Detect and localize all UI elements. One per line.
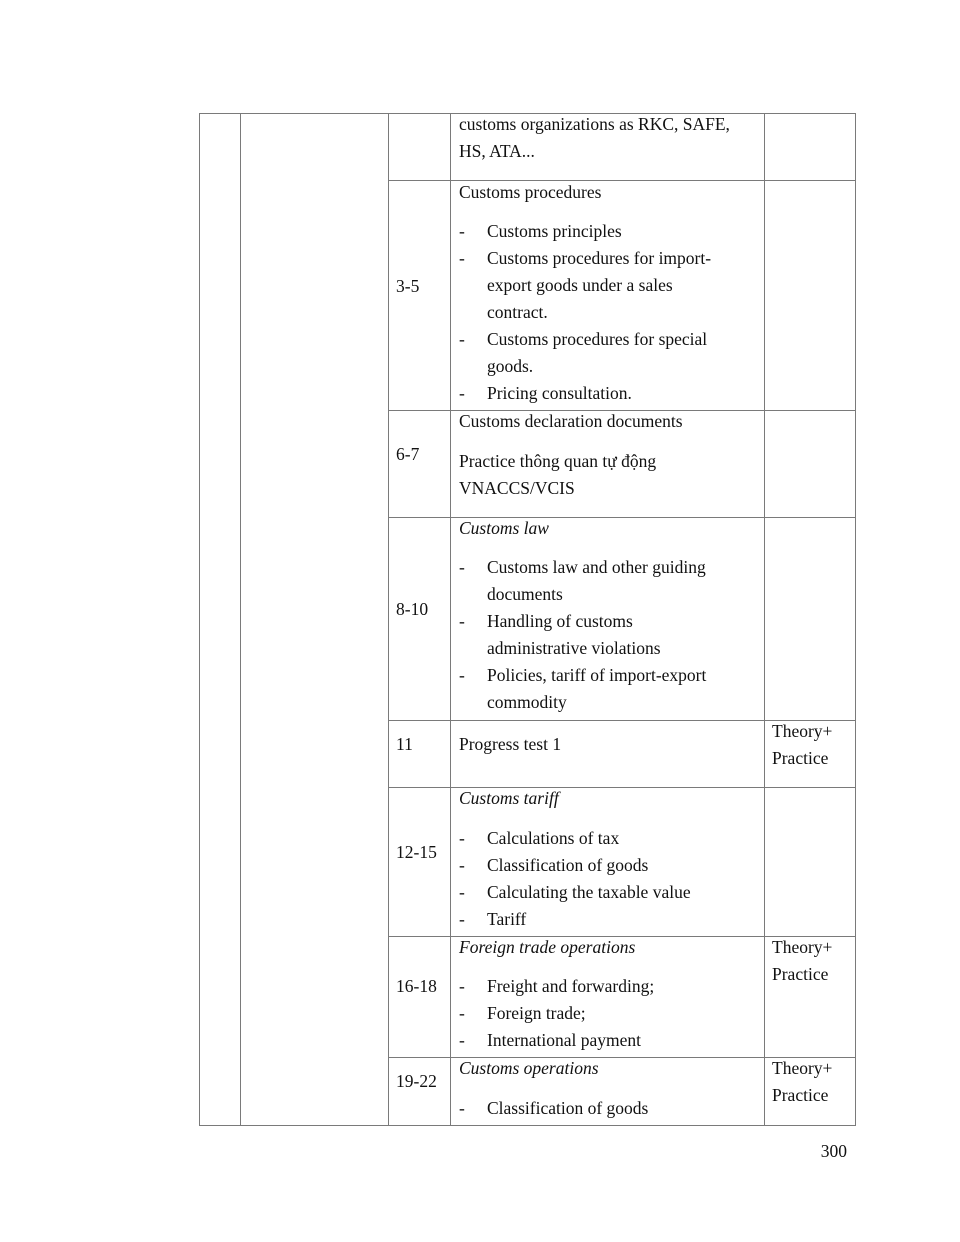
bullet-text: Classification of goods <box>487 1098 649 1118</box>
bullet-text: Tariff <box>487 909 527 929</box>
bullet-marker: - <box>459 248 465 268</box>
bullet-marker: - <box>459 828 465 848</box>
note-cell: Theory+ <box>772 1058 833 1078</box>
table-border-left <box>199 113 200 1126</box>
row-heading: Customs declaration documents <box>459 411 683 431</box>
bullet-text: commodity <box>487 692 567 712</box>
bullet-text: Policies, tariff of import-export <box>487 665 707 685</box>
bullet-text: Calculating the taxable value <box>487 882 691 902</box>
bullet-marker: - <box>459 383 465 403</box>
bullet-marker: - <box>459 665 465 685</box>
row-heading: Customs law <box>459 518 549 538</box>
page-number: 300 <box>820 1141 847 1161</box>
bullet-marker: - <box>459 1003 465 1023</box>
bullet-text: documents <box>487 584 563 604</box>
week-cell: 8-10 <box>396 599 429 619</box>
week-cell: 6-7 <box>396 444 420 464</box>
content-line: VNACCS/VCIS <box>459 478 575 498</box>
bullet-marker: - <box>459 882 465 902</box>
bullet-text: Customs procedures for special <box>487 329 708 349</box>
week-cell: 19-22 <box>396 1071 437 1091</box>
note-cell: Practice <box>772 748 829 768</box>
table-border-bottom <box>199 1125 856 1126</box>
bullet-text: goods. <box>487 356 534 376</box>
bullet-marker: - <box>459 976 465 996</box>
bullet-text: Customs principles <box>487 221 622 241</box>
content-line: customs organizations as RKC, SAFE, <box>459 114 730 134</box>
note-cell: Practice <box>772 964 829 984</box>
content-line: Practice thông quan tự động <box>459 451 657 471</box>
bullet-text: Customs law and other guiding <box>487 557 706 577</box>
bullet-marker: - <box>459 611 465 631</box>
bullet-marker: - <box>459 1030 465 1050</box>
week-cell: 3-5 <box>396 276 420 296</box>
bullet-marker: - <box>459 221 465 241</box>
bullet-text: Freight and forwarding; <box>487 976 655 996</box>
bullet-marker: - <box>459 329 465 349</box>
note-cell: Practice <box>772 1085 829 1105</box>
bullet-marker: - <box>459 909 465 929</box>
note-cell: Theory+ <box>772 721 833 741</box>
bullet-text: Calculations of tax <box>487 828 620 848</box>
column-divider <box>764 113 765 1126</box>
row-heading: Customs procedures <box>459 182 602 202</box>
note-cell: Theory+ <box>772 937 833 957</box>
column-divider <box>240 113 241 1126</box>
bullet-text: export goods under a sales <box>487 275 673 295</box>
bullet-text: Customs procedures for import- <box>487 248 712 268</box>
bullet-text: Classification of goods <box>487 855 649 875</box>
week-cell: 16-18 <box>396 976 437 996</box>
week-cell: 12-15 <box>396 842 437 862</box>
table-border-right <box>855 113 856 1126</box>
column-divider <box>450 113 451 1126</box>
bullet-text: Pricing consultation. <box>487 383 632 403</box>
column-divider <box>388 113 389 1126</box>
bullet-text: Foreign trade; <box>487 1003 586 1023</box>
bullet-marker: - <box>459 855 465 875</box>
row-heading: Customs operations <box>459 1058 599 1078</box>
bullet-text: administrative violations <box>487 638 661 658</box>
content-line: HS, ATA... <box>459 141 535 161</box>
bullet-text: International payment <box>487 1030 642 1050</box>
bullet-marker: - <box>459 557 465 577</box>
row-heading: Customs tariff <box>459 788 559 808</box>
bullet-text: Handling of customs <box>487 611 633 631</box>
row-heading: Foreign trade operations <box>459 937 636 957</box>
bullet-marker: - <box>459 1098 465 1118</box>
row-heading: Progress test 1 <box>459 734 562 754</box>
bullet-text: contract. <box>487 302 548 322</box>
week-cell: 11 <box>396 734 413 754</box>
